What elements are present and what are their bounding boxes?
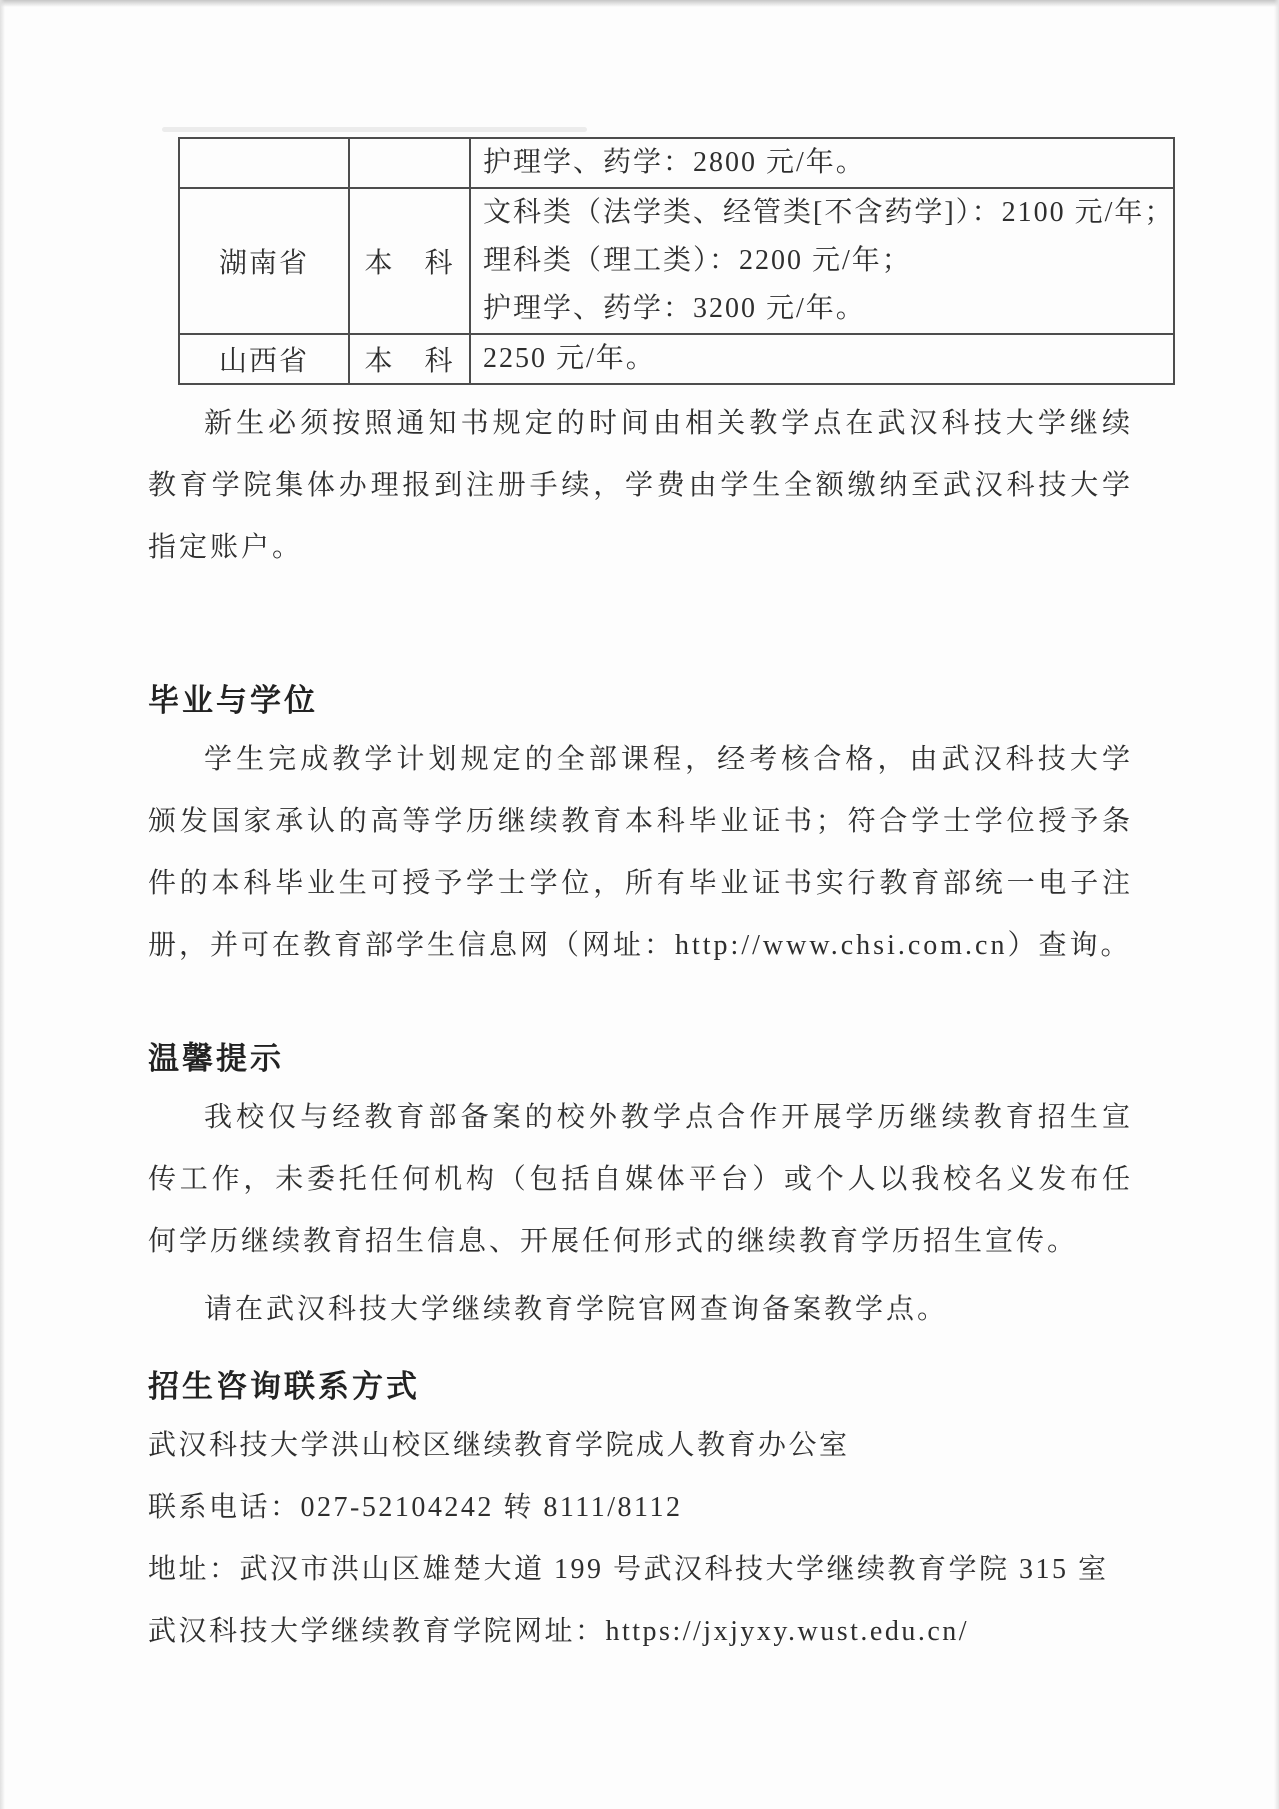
table-row-partial (179, 138, 1174, 188)
contact-line-phone: 联系电话：027-52104242 转 8111/8112 (148, 1492, 683, 1523)
table-row-shanxi (179, 334, 1174, 384)
table-row-hunan (179, 188, 1174, 334)
section-heading-graduation: 毕业与学位 (148, 683, 318, 718)
fee-line: 2250 元/年。 (483, 343, 656, 374)
contact-line-address: 地址：武汉市洪山区雄楚大道 199 号武汉科技大学继续教育学院 315 室 (148, 1554, 1109, 1585)
level-cell (349, 138, 470, 188)
province-cell (179, 138, 349, 188)
fees-cell (470, 334, 1174, 384)
contact-line-website: 武汉科技大学继续教育学院网址：https://jxjyxy.wust.edu.cn/ (148, 1616, 970, 1647)
fee-line: 文科类（法学类、经管类[不含药学]）：2100 元/年； (483, 197, 1175, 228)
scan-edge-right (1274, 0, 1279, 1809)
province-cell: 山西省 (179, 334, 349, 384)
section-heading-contact: 招生咨询联系方式 (148, 1369, 420, 1404)
tips-paragraph: 我校仅与经教育部备案的校外教学点合作开展学历继续教育招生宣传工作，未委托任何机构（包括自媒体平台）或个人以我校名义发布任何学历继续教育招生信息、开展任何形式的继续教育学历招生宣传。 (148, 1102, 1133, 1257)
scan-edge-left (0, 0, 5, 1809)
fee-line: 理科类（理工类）：2200 元/年； (483, 245, 912, 276)
province-cell: 湖南省 (179, 188, 349, 334)
tips-note-paragraph: 请在武汉科技大学继续教育学院官网查询备案教学点。 (204, 1294, 949, 1325)
fee-line: 护理学、药学：2800 元/年。 (483, 147, 866, 178)
graduation-paragraph: 学生完成教学计划规定的全部课程，经考核合格，由武汉科技大学颁发国家承认的高等学历继续教育本科毕业证书；符合学士学位授予条件的本科毕业生可授予学士学位，所有毕业证书实行教育部统一电子注册，并可在教育部学生信息网（网址：http://www.chsi.com.cn）查询。 (148, 744, 1133, 961)
page-content (148, 0, 1175, 1663)
level-cell: 本 科 (349, 188, 470, 334)
fee-line: 护理学、药学：3200 元/年。 (483, 293, 866, 324)
contact-info (148, 1415, 1133, 1663)
fees-cell (470, 188, 1174, 334)
fees-cell (470, 138, 1174, 188)
registration-paragraph: 新生必须按照通知书规定的时间由相关教学点在武汉科技大学继续教育学院集体办理报到注册手续，学费由学生全额缴纳至武汉科技大学指定账户。 (148, 408, 1133, 563)
tuition-table (178, 137, 1175, 385)
level-cell: 本 科 (349, 334, 470, 384)
contact-line-office: 武汉科技大学洪山校区继续教育学院成人教育办公室 (148, 1430, 850, 1461)
section-heading-tips: 温馨提示 (148, 1041, 284, 1076)
